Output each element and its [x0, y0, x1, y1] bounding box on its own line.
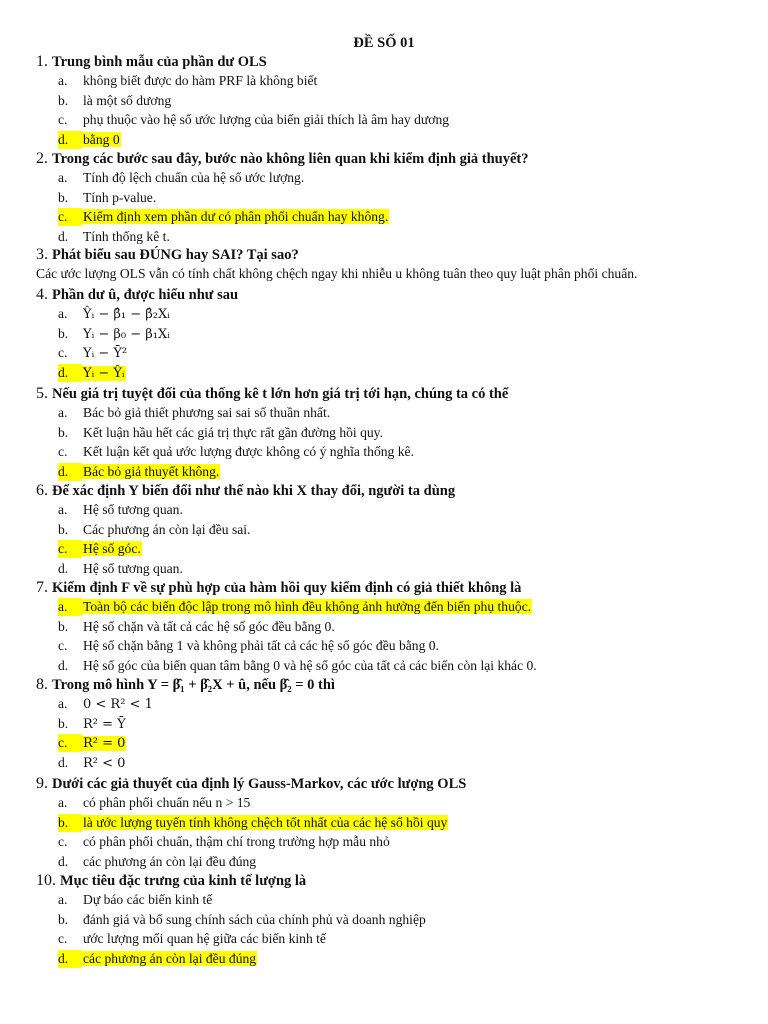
- answer-option: [58, 521, 748, 539]
- question-1: [36, 53, 756, 71]
- option-text: Yᵢ − β₀ − β₁Xᵢ: [83, 326, 170, 342]
- option-text: các phương án còn lại đều đúng: [83, 950, 257, 966]
- question-text: Mục tiêu đặc trưng của kinh tế lượng là: [60, 873, 307, 889]
- option-text: Tính thống kê t.: [83, 228, 170, 244]
- option-letter: d.: [58, 228, 69, 244]
- option-text: R² = Ȳ: [83, 716, 126, 732]
- option-text: 0 < R² < 1: [83, 697, 153, 713]
- question-9: [36, 775, 756, 793]
- option-letter: a.: [58, 405, 68, 421]
- answer-option: [58, 189, 748, 207]
- option-text: là một số dương: [83, 92, 172, 108]
- option-letter: c.: [58, 540, 82, 558]
- question-text: Dưới các giả thuyết của định lý Gauss-Markov, các ước lượng OLS: [52, 776, 467, 792]
- option-text: Kết luận hầu hết các giá trị thực rất gần đường hồi quy.: [83, 424, 383, 440]
- question-number: 1.: [36, 53, 48, 70]
- option-letter: c.: [58, 931, 68, 947]
- question-10: [36, 872, 756, 890]
- option-text: Toàn bộ các biến độc lập trong mô hình đều không ảnh hưởng đến biến phụ thuộc.: [83, 599, 532, 615]
- option-letter: d.: [58, 560, 69, 576]
- answer-option-highlighted: [58, 131, 748, 149]
- answer-option: [58, 344, 748, 363]
- option-letter: d.: [58, 754, 69, 770]
- question-number: 4.: [36, 286, 48, 303]
- question-2: [36, 150, 756, 168]
- option-letter: c.: [58, 734, 82, 752]
- question-text: Phát biểu sau ĐÚNG hay SAI? Tại sao?: [52, 247, 299, 263]
- answer-option: [58, 794, 748, 812]
- option-text: có phân phối chuẩn nếu n > 15: [83, 795, 251, 811]
- question-text: Nếu giá trị tuyệt đối của thống kê t lớn hơn giá trị tới hạn, chúng ta có thể: [52, 386, 509, 402]
- option-letter: b.: [58, 325, 69, 341]
- answer-option: [58, 169, 748, 187]
- answer-option: [58, 404, 748, 422]
- option-letter: a.: [58, 73, 68, 89]
- answer-option: [58, 560, 748, 578]
- answer-option: [58, 695, 748, 714]
- option-letter: b.: [58, 521, 69, 537]
- option-text: bằng 0: [83, 131, 120, 147]
- answer-option: [58, 833, 748, 851]
- question-number: 3.: [36, 246, 48, 263]
- option-letter: d.: [58, 364, 82, 382]
- option-letter: c.: [58, 638, 68, 654]
- answer-option: [58, 92, 748, 110]
- option-letter: b.: [58, 424, 69, 440]
- question-6: [36, 482, 756, 500]
- option-text: Bác bỏ giả thiết phương sai sai số thuần nhất.: [83, 405, 331, 421]
- option-text: Bác bỏ giả thuyết không.: [83, 463, 220, 479]
- option-letter: c.: [58, 112, 68, 128]
- answer-option: [58, 111, 748, 129]
- answer-option-highlighted: [58, 540, 748, 558]
- option-letter: d.: [58, 463, 82, 481]
- option-letter: a.: [58, 696, 68, 712]
- option-text: đánh giá và bổ sung chính sách của chính phủ và doanh nghiệp: [83, 911, 426, 927]
- option-letter: d.: [58, 950, 82, 968]
- option-letter: b.: [58, 618, 69, 634]
- question-7: [36, 579, 756, 597]
- answer-option: [58, 715, 748, 734]
- option-text: là ước lượng tuyến tính không chệch tốt nhất của các hệ số hồi quy: [83, 814, 448, 830]
- option-text: R² = 0: [83, 736, 126, 752]
- question-4: [36, 286, 756, 304]
- option-letter: a.: [58, 170, 68, 186]
- option-text: Hệ số chặn và tất cả các hệ số góc đều bằng 0.: [83, 618, 335, 634]
- answer-option-highlighted: [58, 734, 748, 753]
- question-text: Để xác định Y biến đổi như thế nào khi X thay đổi, người ta dùng: [52, 483, 456, 499]
- question-number: 5.: [36, 385, 48, 402]
- answer-option: [58, 501, 748, 519]
- question-text: Phần dư û, được hiểu như sau: [52, 287, 239, 303]
- option-letter: a.: [58, 306, 68, 322]
- option-letter: b.: [58, 715, 69, 731]
- option-letter: c.: [58, 208, 82, 226]
- answer-option: [58, 424, 748, 442]
- option-text: R² < 0: [83, 755, 126, 771]
- answer-option: [58, 911, 748, 929]
- question-8: [36, 676, 756, 694]
- option-letter: d.: [58, 853, 69, 869]
- option-letter: d.: [58, 131, 82, 149]
- option-text: Yᵢ − Ŷᵢ: [83, 365, 125, 381]
- option-letter: c.: [58, 345, 68, 361]
- answer-option-highlighted: [58, 950, 748, 968]
- question-number: 7.: [36, 579, 48, 596]
- answer-option: [58, 228, 748, 246]
- answer-option: [58, 891, 748, 909]
- answer-option: [58, 305, 748, 324]
- answer-option: [58, 754, 748, 773]
- question-text: Trong mô hình Y = β̂₁ + β̂₂X + û, nếu β̂₂ = 0 thì: [52, 677, 335, 693]
- option-text: Tính p-value.: [83, 189, 157, 205]
- option-text: Dự báo các biến kinh tế: [83, 892, 213, 908]
- option-text: Kết luận kết quả ước lượng được không có ý nghĩa thống kê.: [83, 444, 414, 460]
- question-3: [36, 246, 756, 264]
- answer-option: [58, 72, 748, 90]
- option-text: Hệ số tương quan.: [83, 560, 183, 576]
- question-number: 6.: [36, 482, 48, 499]
- option-text: Hệ số góc.: [83, 541, 141, 557]
- answer-option: [58, 637, 748, 655]
- answer-option-highlighted: [58, 208, 748, 226]
- option-letter: c.: [58, 834, 68, 850]
- answer-option: [58, 443, 748, 461]
- option-letter: b.: [58, 92, 69, 108]
- option-text: Hệ số tương quan.: [83, 502, 183, 518]
- option-text: phụ thuộc vào hệ số ước lượng của biến giải thích là âm hay dương: [83, 112, 450, 128]
- option-letter: a.: [58, 892, 68, 908]
- option-letter: d.: [58, 657, 69, 673]
- answer-option: [58, 657, 748, 675]
- option-text: có phân phối chuẩn, thậm chí trong trường hợp mẫu nhỏ: [83, 834, 390, 850]
- option-letter: a.: [58, 795, 68, 811]
- option-text: Yᵢ − Ȳ²: [83, 346, 128, 362]
- option-text: Hệ số chặn bằng 1 và không phải tất cả các hệ số góc đều bằng 0.: [83, 638, 439, 654]
- option-text: Các phương án còn lại đều sai.: [83, 521, 251, 537]
- answer-option-highlighted: [58, 598, 748, 616]
- answer-option-highlighted: [58, 364, 748, 383]
- option-text: Ŷᵢ − β̂₁ − β̂₂Xᵢ: [83, 307, 170, 323]
- answer-option-highlighted: [58, 463, 748, 481]
- page-title: ĐỀ SỐ 01: [353, 35, 415, 51]
- option-letter: a.: [58, 598, 82, 616]
- answer-option: [58, 853, 748, 871]
- question-number: 10.: [36, 872, 56, 889]
- answer-option: [58, 325, 748, 344]
- option-letter: b.: [58, 189, 69, 205]
- question-number: 8.: [36, 676, 48, 693]
- question-text: Trong các bước sau đây, bước nào không liên quan khi kiểm định giả thuyết?: [52, 151, 529, 167]
- question-text: Kiểm định F về sự phù hợp của hàm hồi quy kiểm định có giả thiết không là: [52, 580, 522, 596]
- question-statement: Các ước lượng OLS vẫn có tính chất không chệch ngay khi nhiễu u không tuân theo quy luật phân phối chuẩn.: [36, 266, 638, 282]
- option-letter: b.: [58, 911, 69, 927]
- option-letter: c.: [58, 444, 68, 460]
- option-letter: a.: [58, 502, 68, 518]
- option-text: Kiểm định xem phần dư có phân phối chuẩn hay không.: [83, 209, 389, 225]
- question-number: 9.: [36, 775, 48, 792]
- option-text: ước lượng mối quan hệ giữa các biến kinh tế: [83, 931, 326, 947]
- question-number: 2.: [36, 150, 48, 167]
- answer-option-highlighted: [58, 814, 748, 832]
- option-text: Tính độ lệch chuẩn của hệ số ước lượng.: [83, 170, 305, 186]
- answer-option: [58, 618, 748, 636]
- question-text: Trung bình mẫu của phần dư OLS: [52, 54, 267, 70]
- option-text: các phương án còn lại đều đúng: [83, 853, 257, 869]
- question-5: [36, 385, 756, 403]
- option-letter: b.: [58, 814, 82, 832]
- option-text: Hệ số góc của biến quan tâm bằng 0 và hệ số góc của tất cả các biến còn lại khác 0.: [83, 657, 537, 673]
- option-text: không biết được do hàm PRF là không biết: [83, 73, 318, 89]
- answer-option: [58, 930, 748, 948]
